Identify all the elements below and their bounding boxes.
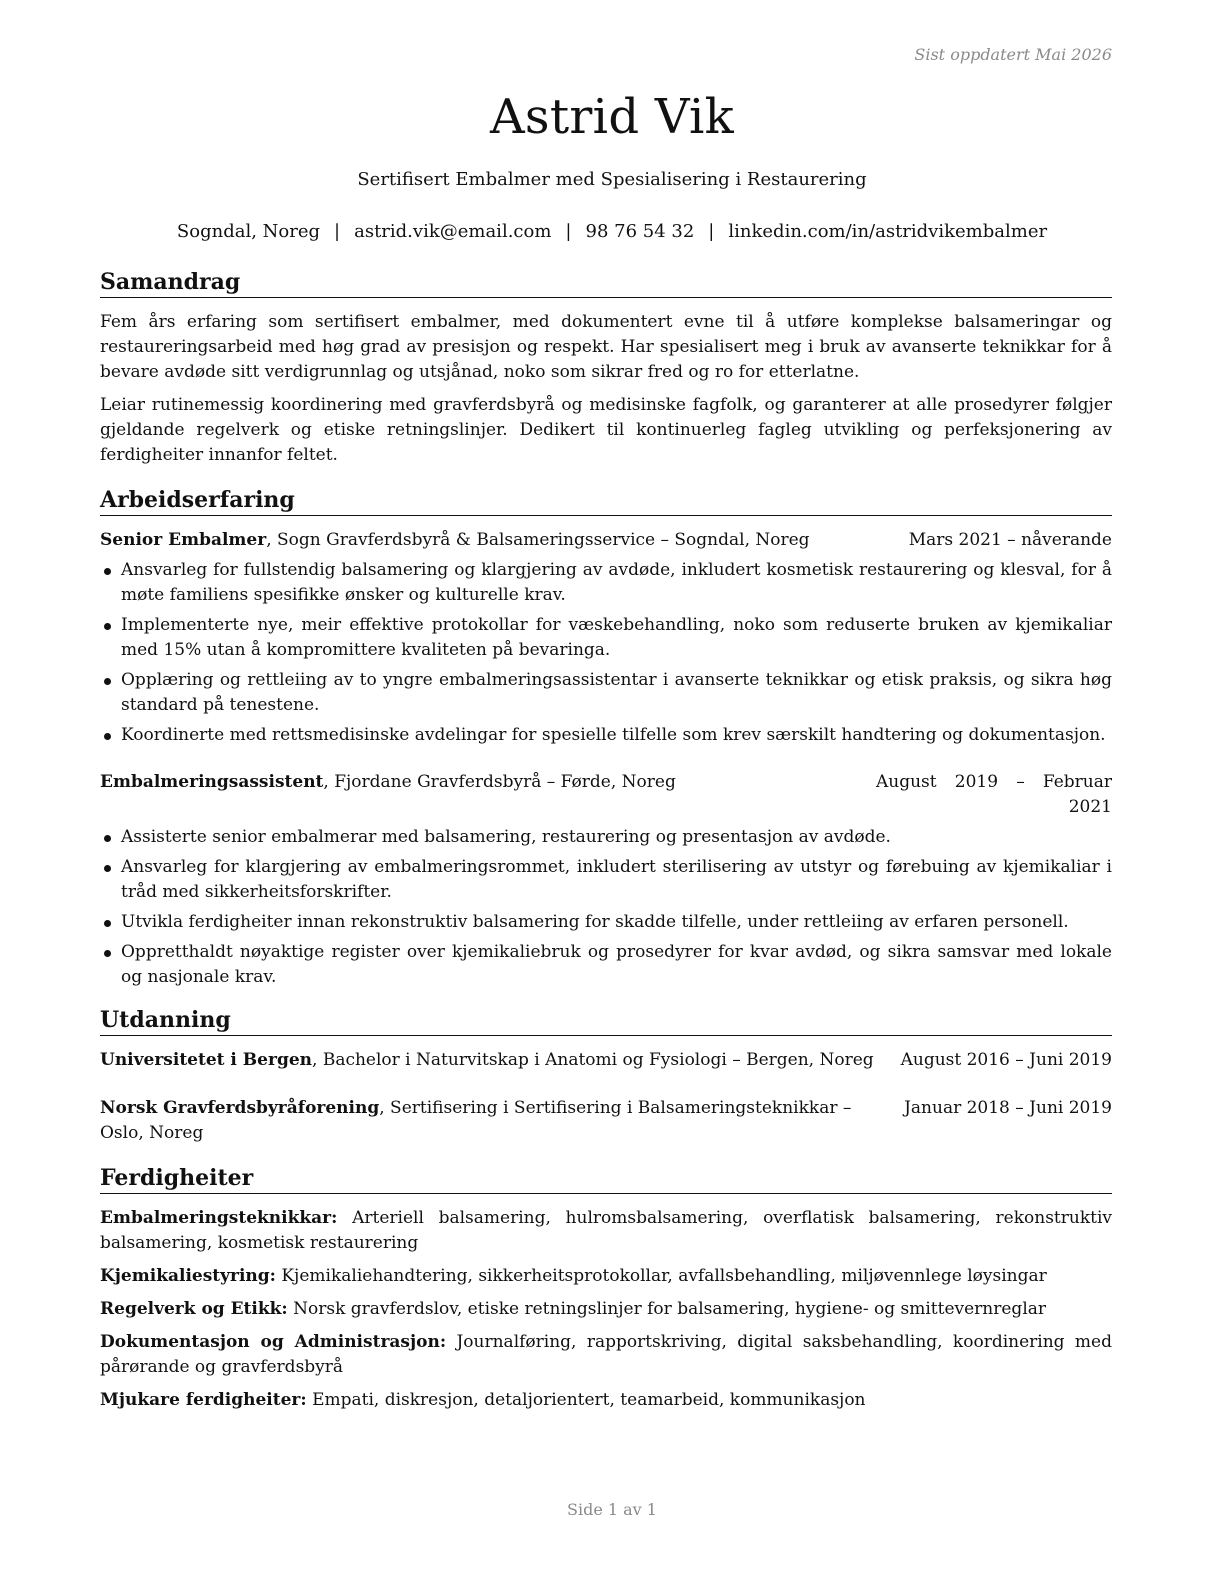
job-entry xyxy=(100,770,1112,990)
list-item: Opplæring og rettleiing av to yngre embalmeringsassistentar i avanserte teknikkar og etisk praksis, og sikra høg standard på tenestene. xyxy=(100,668,1112,718)
list-item: Ansvarleg for klargjering av embalmeringsrommet, inkludert sterilisering av utstyr og førebuing av kjemikaliar i tråd med sikkerheitsforskrifter. xyxy=(100,855,1112,905)
list-item: Oppretthaldt nøyaktige register over kjemikaliebruk og prosedyrer for kvar avdød, og sikra samsvar med lokale og nasjonale krav. xyxy=(100,940,1112,990)
job-dates: August 2019 – Februar 2021 xyxy=(876,772,1112,817)
education-detail: , Bachelor i Naturvitskap i Anatomi og Fysiologi – Bergen, Noreg xyxy=(312,1050,874,1070)
list-item: Assisterte senior embalmerar med balsamering, restaurering og presentasjon av avdøde. xyxy=(100,825,1112,850)
skill-value: Norsk gravferdslov, etiske retningslinjer for balsamering, hygiene- og smittevernreglar xyxy=(287,1299,1047,1319)
skill-row xyxy=(100,1388,1112,1413)
page-number: Side 1 av 1 xyxy=(567,1500,657,1519)
resume-content xyxy=(100,268,1112,1421)
summary-paragraph: Fem års erfaring som sertifisert embalmer, med dokumentert evne til å utføre komplekse balsameringar og restaureringsarbeid med høg grad av presisjon og respekt. Har spesialisert meg i bruk av avanserte teknikkar for å bevare avdøde sitt verdigrunnlag og utsjånad, noko som sikrar fred og ro for etterlatne. xyxy=(100,312,1112,382)
skill-label: Dokumentasjon og Administrasjon: xyxy=(100,1332,447,1352)
section-title-skills: Ferdigheiter xyxy=(100,1164,1112,1194)
job-title: Embalmeringsassistent xyxy=(100,772,324,792)
school-name: Universitetet i Bergen xyxy=(100,1050,313,1070)
skill-row xyxy=(100,1297,1112,1322)
list-item: Koordinerte med rettsmedisinske avdelingar for spesielle tilfelle som krev særskilt handtering og dokumentasjon. xyxy=(100,723,1112,748)
education-entry xyxy=(100,1096,1112,1146)
last-updated: Sist oppdatert Mai 2026 xyxy=(914,45,1112,64)
skill-label: Mjukare ferdigheiter: xyxy=(100,1390,307,1410)
list-item: Utvikla ferdigheiter innan rekonstruktiv balsamering for skadde tilfelle, under rettleiing av erfaren personell. xyxy=(100,910,1112,935)
job-header xyxy=(100,770,1112,820)
person-name: Astrid Vik xyxy=(489,89,735,145)
school-name: Norsk Gravferdsbyråforening xyxy=(100,1098,380,1118)
education-detail: , Sertifisering i Sertifisering i Balsameringsteknikkar – Oslo, Noreg xyxy=(100,1098,852,1143)
contact-email[interactable]: astrid.vik@email.com xyxy=(354,221,552,242)
contact-separator: | xyxy=(565,221,572,242)
skill-row xyxy=(100,1264,1112,1289)
job-org: , Fjordane Gravferdsbyrå – Førde, Noreg xyxy=(323,772,676,792)
job-bullets xyxy=(100,825,1112,990)
tagline: Sertifisert Embalmer med Spesialisering i Restaurering xyxy=(357,169,867,190)
skill-value: Empati, diskresjon, detaljorientert, teamarbeid, kommunikasjon xyxy=(306,1390,866,1410)
section-title-summary: Samandrag xyxy=(100,268,1112,298)
contact-line xyxy=(0,220,1224,244)
contact-separator: | xyxy=(334,221,341,242)
skill-label: Regelverk og Etikk: xyxy=(100,1299,288,1319)
skill-value: Arteriell balsamering, hulromsbalsamering, overflatisk balsamering, rekonstruktiv balsamering, kosmetisk restaurering xyxy=(100,1208,1112,1253)
job-header xyxy=(100,528,1112,553)
list-item: Implementerte nye, meir effektive protokollar for væskebehandling, noko som reduserte bruken av kjemikaliar med 15% utan å kompromittere kvaliteten på bevaringa. xyxy=(100,613,1112,663)
section-title-education: Utdanning xyxy=(100,1006,1112,1036)
summary-paragraph: Leiar rutinemessig koordinering med gravferdsbyrå og medisinske fagfolk, og garanterer at alle prosedyrer følgjer gjeldande regelverk og etiske retningslinjer. Dedikert til kontinuerleg fagleg utvikling og perfeksjonering av ferdigheiter innanfor feltet. xyxy=(100,395,1112,465)
skill-label: Embalmeringsteknikkar: xyxy=(100,1208,338,1228)
skill-label: Kjemikaliestyring: xyxy=(100,1266,276,1286)
job-entry xyxy=(100,528,1112,748)
contact-location: Sogndal, Noreg xyxy=(176,221,321,242)
job-dates: Mars 2021 – nåverande xyxy=(908,530,1112,550)
job-bullets xyxy=(100,558,1112,748)
section-title-experience: Arbeidserfaring xyxy=(100,486,1112,516)
education-entry xyxy=(100,1048,1112,1073)
skill-row xyxy=(100,1206,1112,1256)
skill-row xyxy=(100,1330,1112,1380)
contact-linkedin[interactable]: linkedin.com/in/astridvikembalmer xyxy=(728,221,1048,242)
list-item: Ansvarleg for fullstendig balsamering og klargjering av avdøde, inkludert kosmetisk restaurering og klesval, for å møte familiens spesifikke ønsker og kulturelle krav. xyxy=(100,558,1112,608)
contact-phone: 98 76 54 32 xyxy=(585,221,695,242)
job-title: Senior Embalmer xyxy=(100,530,267,550)
skill-value: Journalføring, rapportskriving, digital saksbehandling, koordinering med pårørande og gravferdsbyrå xyxy=(100,1332,1112,1377)
education-dates: August 2016 – Juni 2019 xyxy=(900,1050,1112,1070)
contact-separator: | xyxy=(708,221,715,242)
skill-value: Kjemikaliehandtering, sikkerheitsprotokollar, avfallsbehandling, miljøvennlege løysingar xyxy=(275,1266,1047,1286)
education-dates: Januar 2018 – Juni 2019 xyxy=(904,1098,1112,1118)
job-org: , Sogn Gravferdsbyrå & Balsameringsservice – Sogndal, Noreg xyxy=(266,530,810,550)
